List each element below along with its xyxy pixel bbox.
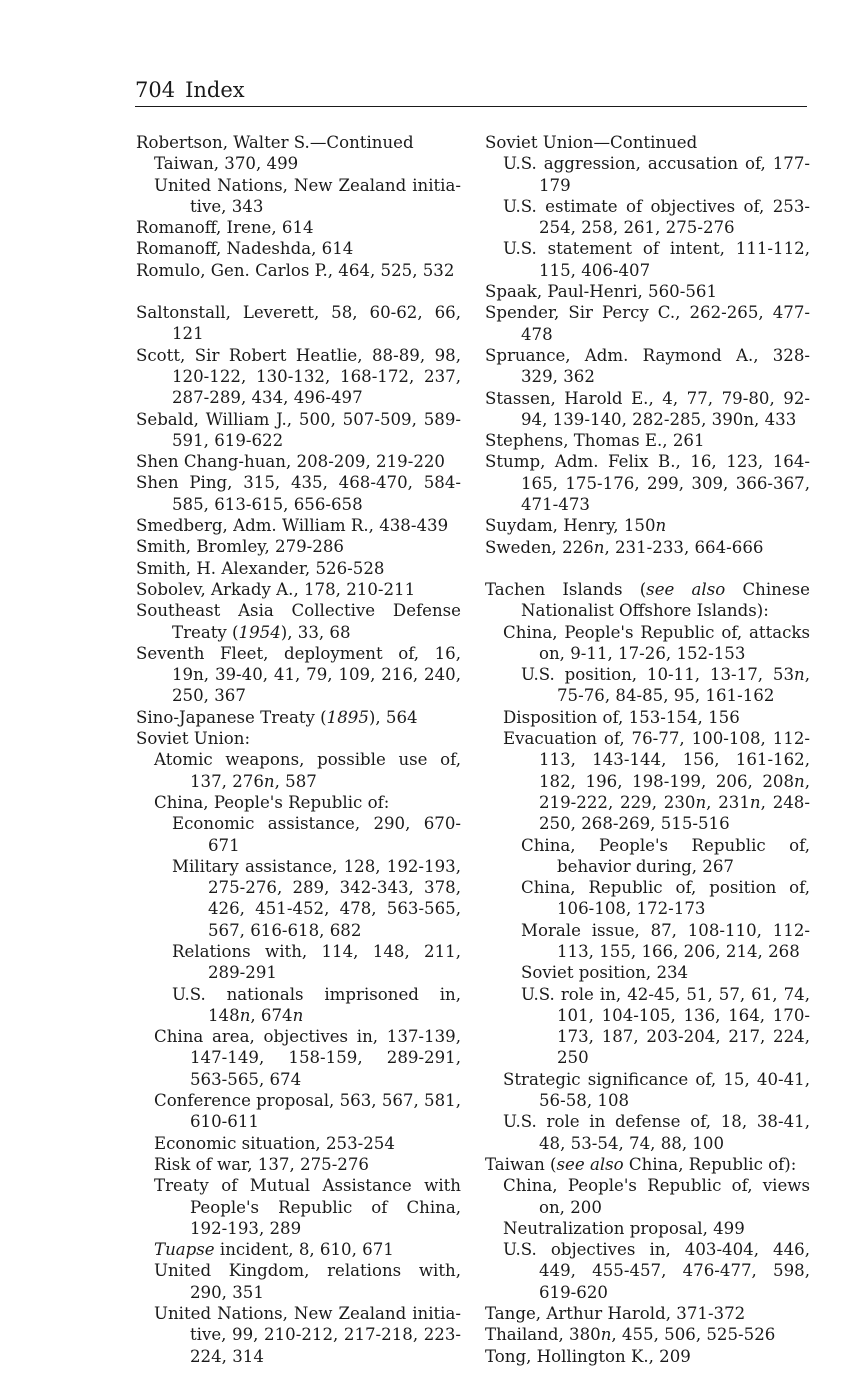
index-entry: Sebald, William J., 500, 507-509, 589-591, 619-622: [136, 409, 461, 450]
index-entry: Spruance, Adm. Raymond A., 328-329, 362: [485, 345, 810, 387]
index-entry: Spender, Sir Percy C., 262-265, 477-478: [485, 303, 810, 344]
index-entry: Spaak, Paul-Henri, 560-561: [485, 282, 718, 302]
index-entry: China, People's Republic of, views on, 200: [503, 1176, 810, 1217]
index-entry: Robertson, Walter S.—Continued: [136, 133, 414, 152]
index-entry: Tuapse incident, 8, 610, 671: [154, 1240, 394, 1260]
index-entry: Military assistance, 128, 192-193, 275-276, 289, 342-343, 378, 426, 451-452, 478, 563-565, 567, 616-618, 682: [172, 856, 461, 940]
index-entry: Scott, Sir Robert Heatlie, 88-89, 98, 120-122, 130-132, 168-172, 237, 287-289, 434, 496-497: [136, 345, 461, 408]
index-entry: U.S. role in, 42-45, 51, 57, 61, 74, 101, 104-105, 136, 164, 170-173, 187, 203-204, 217, 224, 250: [521, 984, 810, 1068]
index-entry: China, People's Republic of, attacks on, 9-11, 17-26, 152-153: [503, 622, 810, 663]
index-entry: Taiwan (see also China, Republic of):: [485, 1154, 797, 1174]
index-entry: Sweden, 226n, 231-233, 664-666: [485, 537, 764, 557]
index-entry: Taiwan, 370, 499: [154, 154, 299, 174]
index-entry: Atomic weapons, possible use of, 137, 276n, 587: [154, 750, 461, 791]
index-entry: U.S. statement of intent, 111-112, 115, 406-407: [503, 239, 810, 280]
index-entry: United Nations, New Zealand initiative, 343: [154, 175, 461, 216]
index-entry: China area, objectives in, 137-139, 147-149, 158-159, 289-291, 563-565, 674: [154, 1027, 461, 1089]
index-entry: Smedberg, Adm. William R., 438-439: [136, 516, 449, 536]
index-entry: Sobolev, Arkady A., 178, 210-211: [136, 579, 416, 599]
index-entry: Saltonstall, Leverett, 58, 60-62, 66, 121: [136, 303, 461, 344]
index-entry: Economic assistance, 290, 670-671: [172, 814, 461, 855]
index-entry: U.S. position, 10-11, 13-17, 53n, 75-76, 84-85, 95, 161-162: [521, 665, 810, 706]
index-entry: Smith, H. Alexander, 526-528: [136, 558, 385, 578]
index-entry: Shen Chang-huan, 208-209, 219-220: [136, 452, 445, 472]
page-title: Index: [185, 78, 245, 102]
index-entry: China, Republic of, position of, 106-108, 172-173: [521, 878, 810, 919]
page-number: 704: [135, 78, 176, 102]
index-entry: Stephens, Thomas E., 261: [485, 431, 705, 451]
index-entry: United Kingdom, relations with, 290, 351: [154, 1261, 461, 1302]
index-entry: Neutralization proposal, 499: [503, 1218, 745, 1238]
index-entry: Tachen Islands (see also Chinese Nationalist Offshore Islands):: [485, 579, 810, 621]
index-entry: Soviet Union—Continued: [485, 133, 698, 152]
index-entry: Relations with, 114, 148, 211, 289-291: [172, 941, 461, 983]
page-header: [135, 78, 807, 107]
index-entry: Strategic significance of, 15, 40-41, 56-58, 108: [503, 1069, 810, 1111]
index-entry: Seventh Fleet, deployment of, 16, 19n, 39-40, 41, 79, 109, 216, 240, 250, 367: [136, 643, 461, 706]
index-entry: U.S. nationals imprisoned in, 148n, 674n: [172, 984, 461, 1025]
index-column-right: [485, 132, 810, 1367]
index-entry: U.S. estimate of objectives of, 253-254, 258, 261, 275-276: [503, 196, 810, 238]
index-entry: Stassen, Harold E., 4, 77, 79-80, 92-94, 139-140, 282-285, 390n, 433: [485, 388, 810, 429]
index-entry: Smith, Bromley, 279-286: [136, 537, 344, 557]
index-entry: Economic situation, 253-254: [154, 1133, 395, 1153]
index-entry: Stump, Adm. Felix B., 16, 123, 164-165, 175-176, 299, 309, 366-367, 471-473: [485, 452, 810, 515]
index-entry: Romulo, Gen. Carlos P., 464, 525, 532: [136, 260, 455, 280]
index-entry: U.S. objectives in, 403-404, 446, 449, 455-457, 476-477, 598, 619-620: [503, 1240, 810, 1302]
index-entry: China, People's Republic of:: [154, 792, 390, 812]
index-column-left: [136, 132, 461, 1367]
index-entry: Thailand, 380n, 455, 506, 525-526: [485, 1325, 776, 1345]
index-entry: Risk of war, 137, 275-276: [154, 1154, 369, 1174]
index-entry: Disposition of, 153-154, 156: [503, 707, 740, 727]
index-entry: U.S. role in defense of, 18, 38-41, 48, 53-54, 74, 88, 100: [503, 1112, 810, 1153]
index-entry: Tange, Arthur Harold, 371-372: [485, 1304, 746, 1324]
index-entry: Suydam, Henry, 150n: [485, 516, 667, 536]
index-entry: Southeast Asia Collective Defense Treaty (1954), 33, 68: [136, 601, 461, 642]
index-entry: Soviet Union:: [136, 729, 251, 749]
index-entry: Romanoff, Irene, 614: [136, 218, 314, 238]
index-entry: Evacuation of, 76-77, 100-108, 112-113, 143-144, 156, 161-162, 182, 196, 198-199, 206, 208n, 219-222, 229, 230n, 231n, 248-250, 268-269, 515-516: [503, 729, 810, 834]
index-entry: Shen Ping, 315, 435, 468-470, 584-585, 613-615, 656-658: [136, 473, 461, 514]
index-entry: U.S. aggression, accusation of, 177-179: [503, 154, 810, 195]
index-entry: China, People's Republic of, behavior during, 267: [521, 835, 810, 876]
index-entry: Soviet position, 234: [521, 963, 689, 983]
index-entry: United Nations, New Zealand initiative, 99, 210-212, 217-218, 223-224, 314: [154, 1304, 461, 1366]
index-entry: Tong, Hollington K., 209: [485, 1346, 691, 1366]
index-entry: Morale issue, 87, 108-110, 112-113, 155, 166, 206, 214, 268: [521, 920, 810, 961]
index-entry: Conference proposal, 563, 567, 581, 610-611: [154, 1091, 461, 1132]
index-entry: Sino-Japanese Treaty (1895), 564: [136, 707, 418, 727]
index-entry: Romanoff, Nadeshda, 614: [136, 239, 354, 259]
index-entry: Treaty of Mutual Assistance with People's Republic of China, 192-193, 289: [154, 1176, 461, 1238]
